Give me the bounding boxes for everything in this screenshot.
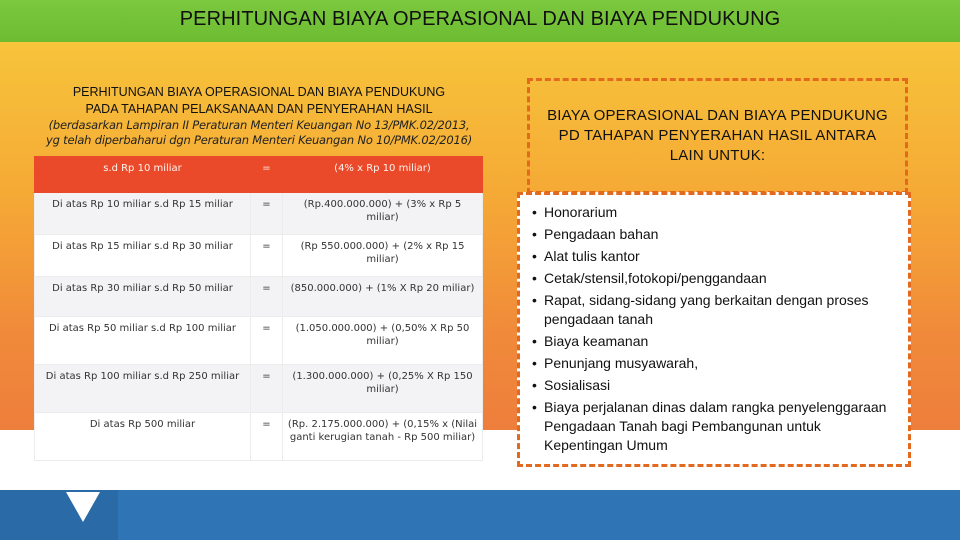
table-row <box>35 277 483 317</box>
table-row <box>35 235 483 277</box>
footer-band <box>0 490 960 540</box>
bullet-icon: • <box>532 333 537 349</box>
doc-heading-line2: PADA TAHAPAN PELAKSANAAN DAN PENYERAHAN HASIL <box>85 102 433 116</box>
table-cell: (1.300.000.000) + (0,25% X Rp 150 miliar) <box>283 365 483 413</box>
list-item-text: Penunjang musyawarah, <box>544 355 699 371</box>
table-cell: (850.000.000) + (1% X Rp 20 miliar) <box>283 277 483 317</box>
list-item-text: Biaya keamanan <box>544 333 649 349</box>
list-item <box>532 398 900 455</box>
fee-table <box>34 156 483 461</box>
table-row <box>35 413 483 461</box>
table-cell: Di atas Rp 500 miliar <box>35 413 251 461</box>
bullet-icon: • <box>532 355 537 371</box>
list-item <box>532 203 900 222</box>
table-cell: = <box>251 317 283 365</box>
table-cell: (Rp. 2.175.000.000) + (0,15% x (Nilai ganti kerugian tanah - Rp 500 miliar) <box>283 413 483 461</box>
list-item <box>532 332 900 351</box>
down-triangle-icon[interactable] <box>66 492 100 522</box>
right-box-title: BIAYA OPERASIONAL DAN BIAYA PENDUKUNG PD TAHAPAN PENYERAHAN HASIL ANTARA LAIN UNTUK: <box>547 107 888 164</box>
table-cell: Di atas Rp 10 miliar s.d Rp 15 miliar <box>35 193 251 235</box>
list-item <box>532 354 900 373</box>
table-cell: (1.050.000.000) + (0,50% X Rp 50 miliar) <box>283 317 483 365</box>
table-cell: = <box>251 277 283 317</box>
list-item-text: Pengadaan bahan <box>544 226 659 242</box>
list-item-text: Alat tulis kantor <box>544 248 640 264</box>
table-cell: Di atas Rp 100 miliar s.d Rp 250 miliar <box>35 365 251 413</box>
table-row <box>35 365 483 413</box>
bullet-icon: • <box>532 292 537 308</box>
bullet-icon: • <box>532 226 537 242</box>
list-item <box>532 291 900 329</box>
table-cell: (4% x Rp 10 miliar) <box>283 157 483 193</box>
table-cell: = <box>251 235 283 277</box>
table-row <box>35 193 483 235</box>
table-cell: = <box>251 193 283 235</box>
bullet-icon: • <box>532 248 537 264</box>
table-cell: = <box>251 413 283 461</box>
table-row <box>35 317 483 365</box>
table-cell: = <box>251 365 283 413</box>
list-item-text: Rapat, sidang-sidang yang berkaitan dengan proses pengadaan tanah <box>544 292 869 327</box>
right-title-box <box>527 78 908 194</box>
right-list-box <box>517 192 911 467</box>
bullet-icon: • <box>532 270 537 286</box>
table-cell: = <box>251 157 283 193</box>
list-item <box>532 247 900 266</box>
list-item-text: Biaya perjalanan dinas dalam rangka penyelenggaraan Pengadaan Tanah bagi Pembangunan untuk Kepentingan Umum <box>544 399 887 453</box>
bullet-icon: • <box>532 377 537 393</box>
table-cell: (Rp.400.000.000) + (3% x Rp 5 miliar) <box>283 193 483 235</box>
bullet-icon: • <box>532 399 537 415</box>
left-document <box>34 84 484 443</box>
table-cell: Di atas Rp 30 miliar s.d Rp 50 miliar <box>35 277 251 317</box>
doc-heading-line1: PERHITUNGAN BIAYA OPERASIONAL DAN BIAYA PENDUKUNG <box>72 85 446 99</box>
list-item <box>532 376 900 395</box>
list-item <box>532 269 900 288</box>
footer-band-left <box>0 490 118 540</box>
doc-note-line1: (berdasarkan Lampiran II Peraturan Menteri Keuangan No 13/PMK.02/2013, <box>48 118 470 132</box>
doc-note-line2: yg telah diperbaharui dgn Peraturan Menteri Keuangan No 10/PMK.02/2016) <box>45 133 472 147</box>
table-cell: Di atas Rp 15 miliar s.d Rp 30 miliar <box>35 235 251 277</box>
list-item-text: Sosialisasi <box>544 377 611 393</box>
items-list <box>532 203 900 455</box>
table-cell: (Rp 550.000.000) + (2% x Rp 15 miliar) <box>283 235 483 277</box>
slide-title: PERHITUNGAN BIAYA OPERASIONAL DAN BIAYA PENDUKUNG <box>179 8 781 30</box>
bullet-icon: • <box>532 204 537 220</box>
table-header-row <box>35 157 483 193</box>
table-cell: Di atas Rp 50 miliar s.d Rp 100 miliar <box>35 317 251 365</box>
table-cell: s.d Rp 10 miliar <box>35 157 251 193</box>
list-item <box>532 225 900 244</box>
list-item-text: Cetak/stensil,fotokopi/penggandaan <box>544 270 767 286</box>
list-item-text: Honorarium <box>544 204 618 220</box>
